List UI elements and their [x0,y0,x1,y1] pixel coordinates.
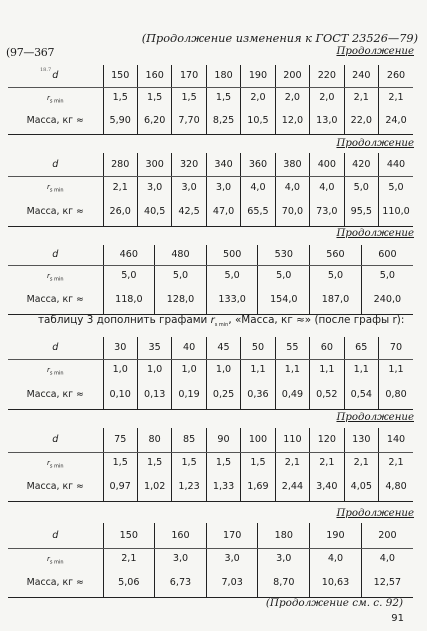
cell-mass: 40,5 [137,198,171,226]
row-label-mass: Масса, кг ≈ [8,198,103,226]
note-rs-subscript: s min [214,322,229,328]
cell-d: 460 [103,245,155,265]
cell-mass: 154,0 [258,286,310,314]
cell-d: 45 [206,337,240,359]
row-label-mass: Масса, кг ≈ [8,108,103,134]
note-rs [211,315,229,326]
row-label-d: d [8,523,103,548]
cell-d: 200 [275,65,309,87]
cell-rs: 5,0 [155,265,207,286]
cell-rs: 1,1 [241,359,275,380]
rs-symbol [47,459,64,467]
cell-rs: 1,5 [241,452,275,473]
note-rs-letter: r [210,315,215,326]
cell-d: 75 [103,428,137,452]
cell-mass: 7,03 [206,569,258,597]
table-row-rs [8,452,413,473]
cell-rs: 4,0 [275,176,309,198]
continuation-label-3: Продолжение [336,228,414,239]
rs-subscript: s min [49,369,64,376]
cell-rs: 4,0 [310,548,362,569]
rs-subscript: s min [49,462,64,469]
table-row-mass [8,473,413,501]
rs-letter: r [46,183,50,192]
cell-d: 120 [310,428,344,452]
cell-d: 160 [137,65,171,87]
rs-subscript: s min [49,187,64,194]
cell-d: 200 [361,523,413,548]
document-header: (Продолжение изменения к ГОСТ 23526—79) [141,32,418,45]
cell-d: 260 [379,65,414,87]
cell-mass: 70,0 [275,198,309,226]
rs-letter: r [46,458,50,467]
table-row-mass [8,286,413,314]
continuation-label-4: Продолжение [336,412,414,423]
cell-mass: 8,25 [206,108,240,134]
cell-mass: 4,80 [379,473,414,501]
cell-mass: 7,70 [172,108,206,134]
cell-rs: 2,1 [275,452,309,473]
row-label-d: d [8,245,103,265]
margin-note: (97—367 [6,46,55,59]
cell-d: 530 [258,245,310,265]
cell-rs: 4,0 [310,176,344,198]
cell-rs: 3,0 [258,548,310,569]
table-row-d [8,523,413,548]
cell-d: 80 [137,428,171,452]
cell-rs: 1,1 [379,359,414,380]
margin-tiny-note: 18.7 [40,67,52,73]
cell-d: 140 [379,428,414,452]
cell-d: 150 [103,65,137,87]
rs-symbol [47,366,64,374]
cell-mass: 13,0 [310,108,344,134]
cell-d: 440 [379,153,414,176]
table-row-rs [8,548,413,569]
rs-letter: r [46,93,50,102]
row-label-rs [8,359,103,380]
table-row-rs [8,265,413,286]
table-row-rs [8,176,413,198]
cell-mass: 5,06 [103,569,155,597]
cell-d: 85 [172,428,206,452]
cell-rs: 5,0 [206,265,258,286]
table-row-d [8,337,413,359]
cell-d: 480 [155,245,207,265]
cell-mass: 65,5 [241,198,275,226]
cell-rs: 4,0 [361,548,413,569]
cell-d: 190 [310,523,362,548]
rs-letter: r [46,554,50,563]
cell-rs: 2,1 [103,176,137,198]
cell-d: 110 [275,428,309,452]
cell-mass: 0,49 [275,380,309,409]
note-before: таблицу 3 дополнить графами [38,314,211,326]
cell-rs: 5,0 [344,176,378,198]
table-row-mass [8,380,413,409]
cell-mass: 22,0 [344,108,378,134]
cell-mass: 95,5 [344,198,378,226]
cell-mass: 47,0 [206,198,240,226]
row-label-rs [8,265,103,286]
cell-mass: 12,57 [361,569,413,597]
cell-mass: 10,5 [241,108,275,134]
cell-rs: 5,0 [258,265,310,286]
cell-d: 100 [241,428,275,452]
cell-rs: 2,1 [379,452,414,473]
cell-mass: 0,13 [137,380,171,409]
row-label-rs [8,87,103,108]
continuation-label-1: Продолжение [336,46,414,57]
note-after: , «Масса, кг ≈» (после графы r): [228,314,405,326]
cell-rs: 1,1 [310,359,344,380]
table-row-mass [8,569,413,597]
cell-mass: 118,0 [103,286,155,314]
cell-rs: 1,5 [137,87,171,108]
cell-d: 150 [103,523,155,548]
continuation-label-5: Продолжение [336,508,414,519]
cell-d: 50 [241,337,275,359]
cell-rs: 3,0 [137,176,171,198]
cell-d: 320 [172,153,206,176]
cell-mass: 42,5 [172,198,206,226]
cell-mass: 0,97 [103,473,137,501]
cell-d: 180 [258,523,310,548]
cell-d: 65 [344,337,378,359]
dimension-table-4 [8,337,413,410]
dimension-table-2 [8,153,413,227]
rs-symbol [47,272,64,280]
rs-symbol [47,555,64,563]
cell-d: 190 [241,65,275,87]
cell-rs: 2,1 [103,548,155,569]
cell-rs: 2,0 [241,87,275,108]
table-row-d [8,245,413,265]
cell-rs: 1,5 [172,452,206,473]
cell-rs: 1,1 [275,359,309,380]
row-label-mass: Масса, кг ≈ [8,286,103,314]
cell-mass: 240,0 [361,286,413,314]
cell-d: 170 [206,523,258,548]
cell-d: 560 [310,245,362,265]
cell-mass: 26,0 [103,198,137,226]
row-label-rs [8,176,103,198]
dimension-table-1 [8,65,413,135]
cell-rs: 1,0 [172,359,206,380]
row-label-d: d [8,153,103,176]
cell-rs: 1,5 [206,87,240,108]
cell-d: 280 [103,153,137,176]
table-row-d [8,428,413,452]
cell-d: 500 [206,245,258,265]
cell-rs: 2,1 [344,452,378,473]
cell-mass: 12,0 [275,108,309,134]
table-row-rs [8,359,413,380]
cell-rs: 1,5 [103,452,137,473]
cell-mass: 110,0 [379,198,414,226]
table-row-mass [8,198,413,226]
table-row-rs [8,87,413,108]
cell-mass: 133,0 [206,286,258,314]
cell-rs: 5,0 [361,265,413,286]
cell-rs: 2,1 [344,87,378,108]
cell-d: 35 [137,337,171,359]
cell-rs: 1,5 [103,87,137,108]
cell-rs: 2,1 [379,87,414,108]
cell-mass: 1,33 [206,473,240,501]
cell-rs: 3,0 [172,176,206,198]
cell-d: 30 [103,337,137,359]
cell-d: 420 [344,153,378,176]
cell-mass: 24,0 [379,108,414,134]
cell-rs: 1,0 [137,359,171,380]
cell-mass: 1,23 [172,473,206,501]
cell-mass: 4,05 [344,473,378,501]
table-row-d [8,65,413,87]
cell-mass: 0,80 [379,380,414,409]
cell-d: 90 [206,428,240,452]
row-label-rs [8,452,103,473]
dimension-table-3 [8,245,413,315]
page-number: 91 [391,613,404,624]
cell-rs: 1,5 [137,452,171,473]
row-label-mass: Масса, кг ≈ [8,473,103,501]
cell-mass: 6,73 [155,569,207,597]
cell-d: 170 [172,65,206,87]
cell-mass: 73,0 [310,198,344,226]
cell-d: 340 [206,153,240,176]
cell-rs: 1,1 [344,359,378,380]
cell-d: 300 [137,153,171,176]
cell-mass: 0,10 [103,380,137,409]
cell-d: 55 [275,337,309,359]
rs-symbol [46,183,64,194]
rs-subscript: s min [49,558,64,565]
cell-mass: 6,20 [137,108,171,134]
cell-rs: 5,0 [103,265,155,286]
rs-subscript: s min [49,97,64,104]
cell-rs: 2,1 [310,452,344,473]
cell-d: 240 [344,65,378,87]
cell-mass: 0,19 [172,380,206,409]
cell-rs: 3,0 [206,176,240,198]
dimension-table-6 [8,523,413,598]
cell-mass: 8,70 [258,569,310,597]
row-label-rs [8,548,103,569]
cell-d: 130 [344,428,378,452]
cell-mass: 2,44 [275,473,309,501]
cell-d: 400 [310,153,344,176]
rs-letter: r [46,271,50,280]
dimension-table-5 [8,428,413,502]
footer-continuation: (Продолжение см. с. 92) [265,597,403,609]
cell-mass: 0,25 [206,380,240,409]
cell-rs: 5,0 [379,176,414,198]
cell-d: 360 [241,153,275,176]
cell-d: 220 [310,65,344,87]
table3-note [38,314,404,328]
cell-mass: 1,02 [137,473,171,501]
cell-rs: 3,0 [155,548,207,569]
cell-rs: 1,5 [206,452,240,473]
cell-mass: 10,63 [310,569,362,597]
cell-rs: 2,0 [310,87,344,108]
table-row-d [8,153,413,176]
cell-rs: 5,0 [310,265,362,286]
cell-mass: 128,0 [155,286,207,314]
cell-d: 70 [379,337,414,359]
cell-d: 180 [206,65,240,87]
row-label-d: d [8,65,103,87]
row-label-d: d [8,428,103,452]
cell-rs: 1,0 [103,359,137,380]
cell-rs: 2,0 [275,87,309,108]
cell-d: 60 [310,337,344,359]
rs-letter: r [46,365,50,374]
cell-mass: 1,69 [241,473,275,501]
cell-mass: 0,54 [344,380,378,409]
cell-rs: 3,0 [206,548,258,569]
rs-symbol [47,94,64,102]
cell-mass: 0,36 [241,380,275,409]
cell-rs: 1,0 [206,359,240,380]
continuation-label-2: Продолжение [336,138,414,149]
cell-d: 40 [172,337,206,359]
cell-d: 600 [361,245,413,265]
row-label-mass: Масса, кг ≈ [8,569,103,597]
rs-subscript: s min [49,275,64,282]
cell-d: 380 [275,153,309,176]
cell-rs: 4,0 [241,176,275,198]
cell-d: 160 [155,523,207,548]
row-label-mass: Масса, кг ≈ [8,380,103,409]
cell-mass: 3,40 [310,473,344,501]
table-row-mass [8,108,413,134]
cell-mass: 187,0 [310,286,362,314]
row-label-d: d [8,337,103,359]
cell-rs: 1,5 [172,87,206,108]
cell-mass: 0,52 [310,380,344,409]
cell-mass: 5,90 [103,108,137,134]
